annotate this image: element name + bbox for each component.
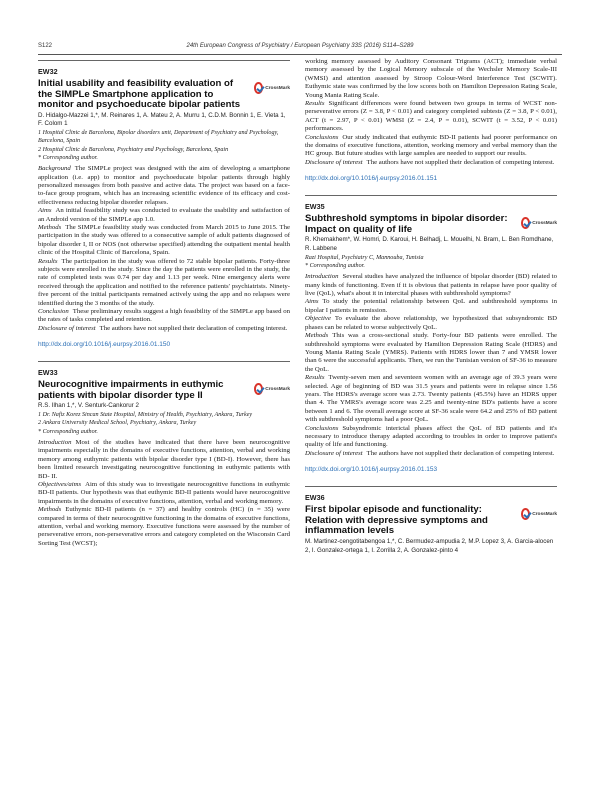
right-column [305,58,557,565]
crossmark-badge[interactable] [521,215,557,231]
title-row [38,380,290,401]
affiliation: 1 Dr. Nafiz Korez Sincan State Hospital, Ministry of Health, Psychiatry, Ankara, Turkey [38,412,253,419]
abstract-paragraph: Results Significant differences were found between two groups in terms of WCST non-perseverative errors (Z = 3.8, P < 0.01) and category completed subtests (Z = 3.8, P < 0.01), ACT (t = 2.97, P < 0.01) WMSI (Z = 2.4, P = 0.01), SCWIT (t = 3.52, P < 0.01) performances. [305,100,557,133]
abstract-paragraph: Background The SIMPLe project was designed with the aim of developing a smartphone application (i.e. app) to monitor and psychoeducate bipolar patients through highly personalized messages from both passive and active data. The project was based on a face-to-face group program, which has an increasing scientific evidence of its efficacy and cost-effectiveness reducing bipolar disorder relapses. [38,165,290,206]
abstract-title: Subthreshold symptoms in bipolar disorder: Impact on quality of life [305,213,508,235]
crossmark-label: CrossMark [265,386,290,392]
section-label: Disclosure of interest [38,324,96,332]
journal-citation: 24th European Congress of Psychiatry / European Psychiatry 33S (2016) S114–S289 [186,43,414,49]
abstract-paragraph: Methods This was a cross-sectional study. Forty-four BD patients were enrolled. The subthreshold symptoms were evaluated by Hamilton Depression Rating Scale (HDRS) and Young Mania Rating Scale (YMRS). Patients with HDRS lower than 7 and YMSR lower than 6 were the successful applicants. Then, we run the Tunisian version of SF-36 to measure the QoL. [305,332,558,373]
section-label: Methods [38,506,62,514]
abstract-title: Initial usability and feasibility evaluation of the SIMPLe Smartphone application to monitor and psychoeducate bipolar patients [38,78,241,111]
abstract-paragraph: Conclusion These preliminary results suggest a high feasibility of the SIMPLe app based on the rates of tasks completed and retention. [38,308,290,324]
crossmark-badge[interactable] [521,506,557,522]
abstract-paragraph: Results Twenty-seven men and seventeen women with an average age of 39.3 years were selected. Age of beginning of BD was 31.5 years and patients were in relapse since 1.56 years. The HDRS's average score was 2.73. Twenty patients (45.5%) have an HDRS upper than 4. The YMRS's average score was 2.25 and twenty-nine BD's patients have a score between 1 and 6. The overall average score at SF-36 scale were 64.2 and 25% of BD patient with subthreshold symptoms had a poor QoL. [305,374,557,424]
abstract-code: EW35 [305,202,325,212]
doi-link[interactable]: http://dx.doi.org/10.1016/j.eurpsy.2016.01.153 [305,466,438,474]
section-label: Disclosure of interest [305,158,363,166]
abstract-code: EW32 [38,67,58,76]
abstract-paragraph: Introduction Several studies have analyzed the influence of bipolar disorder (BD) related to many kinds of functioning. Even if it is obvious that patients in relapse have poor quality of live (QoL), what's about it in intercital phases with subthreshold symptoms? [305,273,557,298]
section-divider [305,195,557,196]
title-row [38,79,290,111]
abstract-paragraph: Conclusions Subsyndromic interictal phases affect the QoL of BD patients and it's necessary to introduce therapy adapted according to troubles in order to improve patient's quality of life and functioning. [305,424,557,449]
section-label: Background [38,165,71,173]
section-divider [38,361,290,362]
section-label: Methods [305,332,329,340]
section-label: Conclusions [305,133,339,141]
abstract-paragraph: Methods The SIMPLe feasibility study was conducted from March 2015 to June 2015. The participation in the study was offered to a consecutive sample of adult patients diagnosed of bipolar disorder I, II or NOS (not otherwise specified) attending the outpatient mental health clinic of the Hospital Clinic of Barcelona, Spain. [38,224,290,257]
left-column [38,58,290,558]
abstract-paragraph: Objectives/aims Aim of this study was to investigate neurocognitive functions in euthymic BD-II patients. Our hypothesis was that euthymic BD-II patients would have neurocognitive impairments in the domains of executive functions, attention, verbal and working memory. [38,480,290,505]
doi-link[interactable]: http://dx.doi.org/10.1016/j.eurpsy.2016.01.151 [305,175,438,183]
doi-link[interactable]: http://dx.doi.org/10.1016/j.eurpsy.2016.01.150 [38,341,171,349]
corresponding-author-note: * Corresponding author. [305,262,365,269]
abstract-paragraph: working memory assessed by Auditory Consonant Trigrams (ACT); immediate verbal memory assessed by the Logical Memory subscale of the Wechsler Memory Scale-III (WMSI) and attention assessed by Stroop Colour-Word Interference Test (SCWIT). Euthymic state was confirmed by the low scores both on Hamilton Depression Rating Scale, Young Mania Rating Scale. [305,58,557,99]
crossmark-icon [521,217,530,229]
crossmark-label: CrossMark [532,220,557,226]
page-number: S122 [38,43,53,49]
abstract [305,195,557,476]
crossmark-badge[interactable] [254,80,290,96]
title-row [305,505,557,537]
section-label: Results [38,257,58,265]
section-divider [305,486,557,487]
abstract-paragraph: Disclosure of interest The authors have not supplied their declaration of competing interest. [305,158,555,166]
affiliation: 2 Hospital Clinic de Barcelona, Psychiatry and Psychology, Barcelona, Spain [38,146,229,153]
author-list: M. Martinez-cengotitabengoa 1,*, C. Bermudez-ampudia 2, M.P. Lopez 3, A. Garcia-alocen 2, I. Gonzalez-ortega 1, I. Zorrilla 2, A. Gonzalez-pinto 4 [305,537,554,554]
abstract-paragraph: Conclusions Our study indicated that euthymic BD-II patients had poorer performance on the domains of executive functions, attention, working memory and verbal memory than the HC group. But future studies with large samples are needed to support our results. [305,133,557,158]
abstract-paragraph: Aims An initial feasibility study was conducted to evaluate the usability and satisfaction of an Android version of the SIMPLe app 1.0. [38,207,290,223]
section-label: Results [305,374,325,382]
corresponding-author-note: * Corresponding author. [38,154,98,161]
abstract-title: Neurocognitive impairments in euthymic patients with bipolar disorder type II [38,379,224,401]
abstract-paragraph: Disclosure of interest The authors have not supplied their declaration of competing interest. [38,324,288,332]
crossmark-badge[interactable] [254,381,290,397]
section-label: Conclusion [38,308,69,316]
abstract [38,361,290,548]
section-label: Objectives/aims [38,480,82,488]
section-label: Results [305,100,325,108]
abstract-title: First bipolar episode and functionality: Relation with depressive symptoms and inflammation levels [305,504,488,537]
section-label: Introduction [38,438,72,446]
header-rule [38,54,562,55]
affiliation: 2 Ankara University Medical School, Psychiatry, Ankara, Turkey [38,420,197,427]
title-row [305,214,557,235]
abstract-paragraph: Results The participation in the study was offered to 72 stable bipolar patients. Forty-three subjects were enrolled in the study. Since the day the patients were enrolled in the study, the rate of completed tests was 0.74 per day and 1.13 per week. Nine emergency alerts were received through the application and notified to the reference patients' psychiatrists. Ninety-five percent of the initial participants remained actively using the app and no relapses were identified during the 3 months of the study. [38,257,290,307]
section-label: Introduction [305,273,339,281]
affiliation: Razi Hospital, Psychiatry C, Mannouba, Tunisia [305,254,424,261]
abstract-paragraph: Objective To evaluate the above relationship, we hypothesized that subsyndromic BD phases can be related to worse subjectively QoL. [305,315,557,331]
author-list: D. Hidalgo-Mazzei 1,*, M. Reinares 1, A. Mateu 2, A. Murru 1, C.D.M. Bonnin 1, E. Vieta 1, F. Colom 1 [38,111,286,128]
affiliation: 1 Hospital Clinic de Barcelona, Bipolar disorders unit, Department of Psychiatry and Psychology, Barcelona, Spain [38,129,279,145]
abstract [305,486,557,555]
crossmark-label: CrossMark [265,85,290,91]
abstract [305,58,557,185]
author-list: R.S. Ilhan 1,*, V. Senturk-Cankorur 2 [38,402,139,410]
section-label: Aims [38,207,52,215]
abstract-paragraph: Introduction Most of the studies have indicated that there have been neurocognitive impairments especially in the domains of executive functions, attention, verbal and working memory among euthymic patients with bipolar disorder type I (BD-I). However, there has been limited research investigating neurocognitive functioning in euthymic patients with BD- II. [38,438,290,480]
corresponding-author-note: * Corresponding author. [38,428,98,435]
abstract-paragraph: Disclosure of interest The authors have not supplied their declaration of competing interest. [305,449,555,457]
abstract [38,60,290,351]
section-label: Aims [305,298,319,306]
abstract-code: EW36 [305,493,325,503]
section-label: Conclusions [305,424,339,432]
section-label: Objective [305,315,331,323]
section-label: Methods [38,224,62,231]
abstract-paragraph: Methods Euthymic BD-II patients (n = 37) and healthy controls (HC) (n = 35) were compared in terms of their neurocognitive functioning in the domains of executive functions, attention, verbal and working memory. Executive functions were assessed by the number of perseverative errors, non-perseverative errors and category completed on the Wisconsin Card Sorting Test (WCST); [38,506,290,547]
section-divider [38,60,290,61]
crossmark-icon [254,82,263,94]
crossmark-icon [254,383,263,395]
abstract-paragraph: Aims To study the potential relationship between QoL and subthreshold symptoms in bipolar I patients in remission. [305,298,557,314]
crossmark-label: CrossMark [532,511,557,517]
abstract-code: EW33 [38,368,58,378]
crossmark-icon [521,508,530,520]
section-label: Disclosure of interest [305,449,363,457]
author-list: R. Khemakhem*, W. Homri, D. Karoui, H. Belhadj, L. Mouelhi, N. Bram, L. Ben Romdhane, R. Labbene [305,236,554,253]
